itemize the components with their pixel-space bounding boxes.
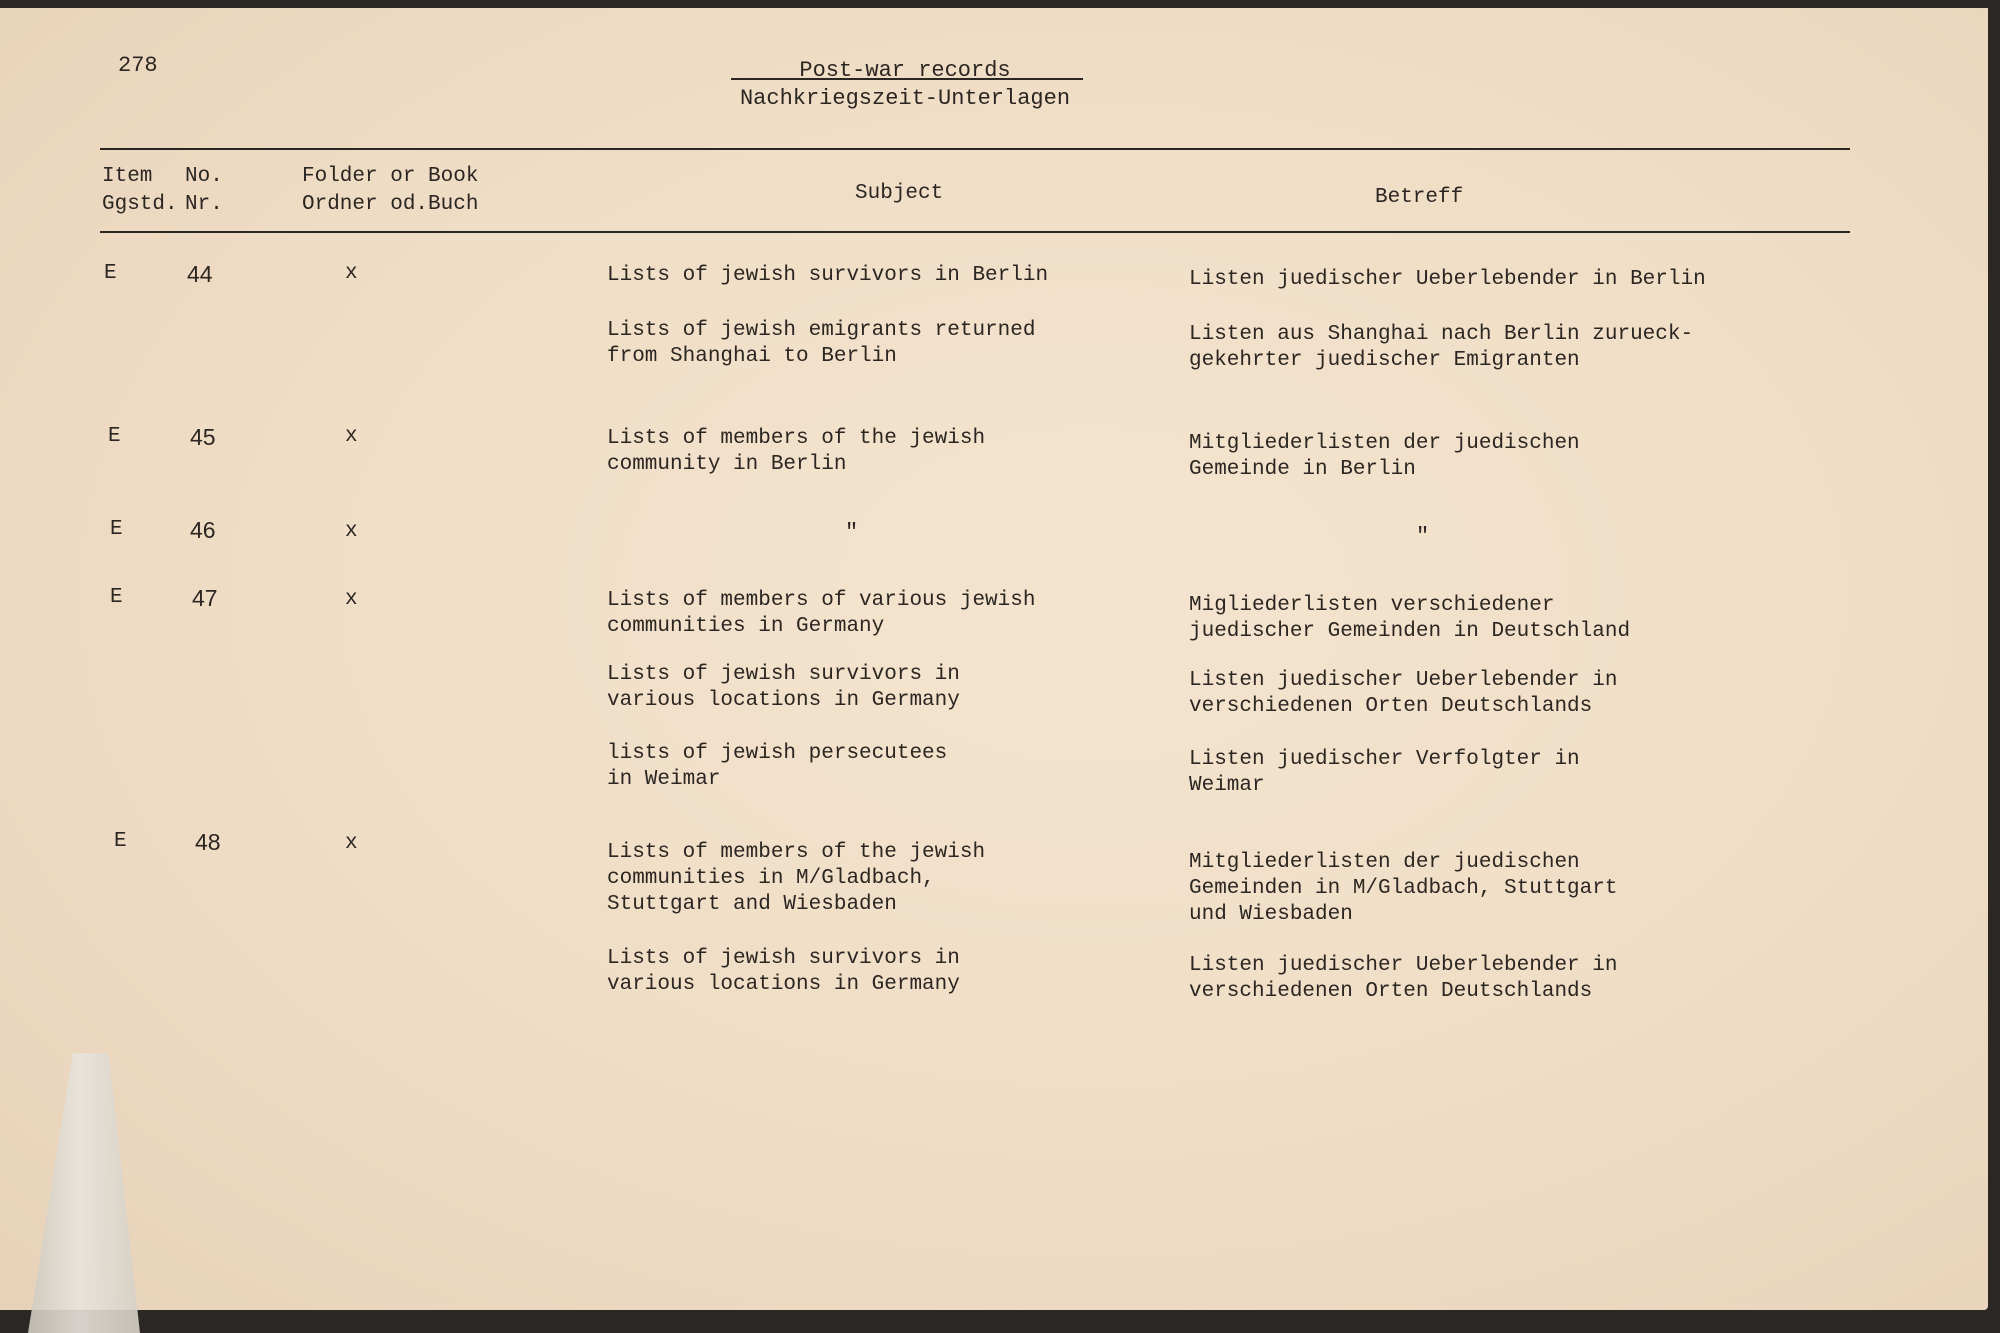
header-subject: Subject <box>855 182 944 205</box>
row-number: 47 <box>192 585 218 611</box>
row-subject: lists of jewish persecutees in Weimar <box>607 742 948 791</box>
row-item: E <box>104 262 117 285</box>
row-item: E <box>110 518 123 541</box>
header-no: No. Nr. <box>185 165 223 216</box>
row-folder-mark: x <box>345 262 358 285</box>
row-betreff: Listen aus Shanghai nach Berlin zurueck- gekehrter juedischer Emigranten <box>1189 323 1694 372</box>
header-item: Item Ggstd. <box>102 165 178 216</box>
title-underline <box>731 78 1083 80</box>
document-page <box>0 8 1988 1310</box>
row-subject: Lists of members of the jewish communities in M/Gladbach, Stuttgart and Wiesbaden <box>607 841 986 916</box>
page-clip <box>28 1053 140 1333</box>
header-bottom-rule <box>100 231 1850 233</box>
row-number: 45 <box>190 424 216 450</box>
row-number: 48 <box>195 829 221 855</box>
row-subject: Lists of jewish emigrants returned from Shanghai to Berlin <box>607 319 1036 368</box>
row-betreff: Listen juedischer Verfolgter in Weimar <box>1189 748 1580 797</box>
ditto-mark: " <box>845 520 859 545</box>
row-folder-mark: x <box>345 425 358 448</box>
row-betreff: Mitgliederlisten der juedischen Gemeinden in M/Gladbach, Stuttgart und Wiesbaden <box>1189 851 1618 926</box>
row-folder-mark: x <box>345 588 358 611</box>
row-number: 46 <box>190 517 216 543</box>
row-folder-mark: x <box>345 832 358 855</box>
row-number: 44 <box>187 261 213 287</box>
title-english: Post-war records <box>799 58 1011 83</box>
header-betreff: Betreff <box>1375 186 1464 209</box>
row-subject: Lists of members of the jewish community in Berlin <box>607 427 986 476</box>
ditto-mark: " <box>1416 524 1430 549</box>
row-betreff: Listen juedischer Ueberlebender in verschiedenen Orten Deutschlands <box>1189 954 1618 1003</box>
row-item: E <box>108 425 121 448</box>
header-folder: Folder or Book Ordner od.Buch <box>302 165 479 216</box>
row-item: E <box>110 586 123 609</box>
header-top-rule <box>100 148 1850 150</box>
title-german: Nachkriegszeit-Unterlagen <box>739 86 1071 111</box>
row-item: E <box>114 830 127 853</box>
row-betreff: Mitgliederlisten der juedischen Gemeinde in Berlin <box>1189 432 1580 481</box>
row-subject: Lists of jewish survivors in various locations in Germany <box>607 947 960 996</box>
row-betreff: Listen juedischer Ueberlebender in Berlin <box>1189 268 1706 291</box>
row-betreff: Migliederlisten verschiedener juedischer Gemeinden in Deutschland <box>1189 594 1631 643</box>
row-folder-mark: x <box>345 520 358 543</box>
row-subject: Lists of jewish survivors in various locations in Germany <box>607 663 960 712</box>
page-number: 278 <box>118 53 158 78</box>
row-betreff: Listen juedischer Ueberlebender in verschiedenen Orten Deutschlands <box>1189 669 1618 718</box>
row-subject: Lists of members of various jewish communities in Germany <box>607 589 1036 638</box>
row-subject: Lists of jewish survivors in Berlin <box>607 264 1049 287</box>
